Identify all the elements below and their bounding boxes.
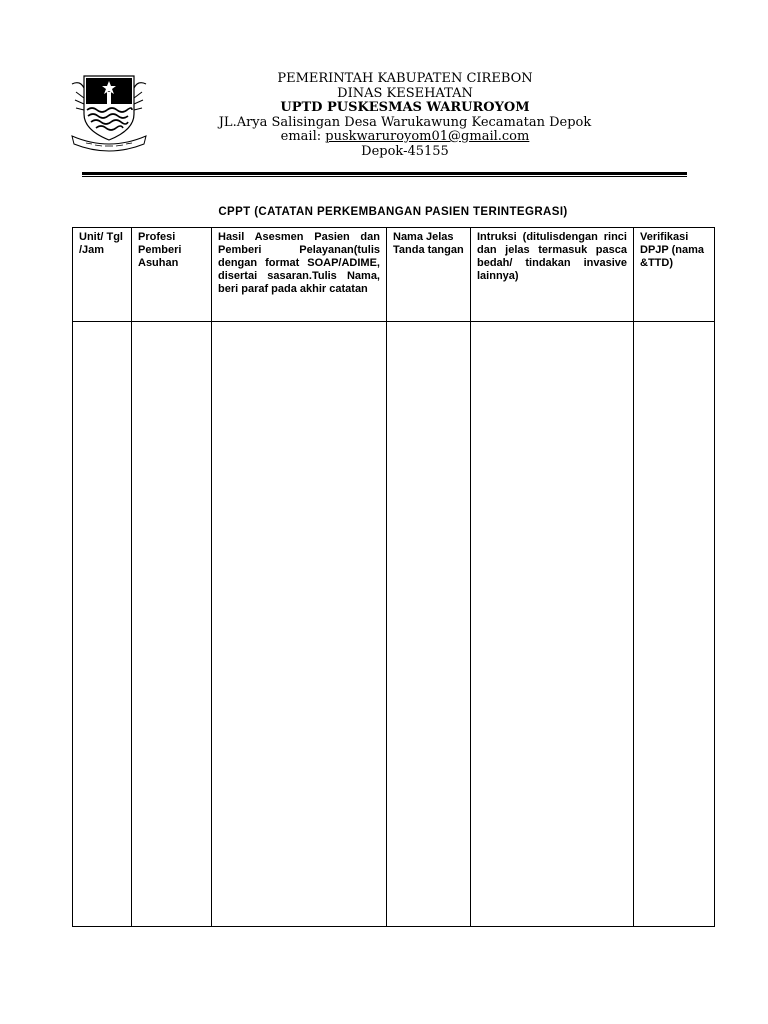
cell-assessment[interactable] — [212, 322, 387, 927]
cell-name-signature[interactable] — [387, 322, 471, 927]
letterhead-department: DINAS KESEHATAN — [337, 85, 473, 101]
column-header-name-signature: Nama Jelas Tanda tangan — [387, 228, 471, 322]
letterhead — [170, 72, 640, 159]
letterhead-address: JL.Arya Salisingan Desa Warukawung Kecamatan Depok — [218, 114, 592, 130]
column-header-unit-date-time: Unit/ Tgl /Jam — [73, 228, 132, 322]
email-label: email: — [280, 129, 326, 144]
cell-unit-date-time[interactable] — [73, 322, 132, 927]
kabupaten-cirebon-emblem-icon — [68, 70, 150, 152]
column-header-assessment: Hasil Asesmen Pasien dan Pemberi Pelayanan(tulis dengan format SOAP/ADIME, disertai sasaran.Tulis Nama, beri paraf pada akhir catatan — [212, 228, 387, 322]
cell-instruction[interactable] — [471, 322, 634, 927]
letterhead-city-postcode: Depok-45155 — [361, 143, 449, 159]
column-header-instruction: Intruksi (ditulisdengan rinci dan jelas termasuk pasca bedah/ tindakan invasive lainnya) — [471, 228, 634, 322]
letterhead-government: PEMERINTAH KABUPATEN CIREBON — [277, 71, 533, 86]
letterhead-divider — [82, 172, 687, 177]
table-row — [73, 322, 715, 927]
column-header-care-provider: Profesi Pemberi Asuhan — [132, 228, 212, 322]
email-link[interactable]: puskwaruroyom01@gmail.com — [325, 129, 530, 144]
cell-care-provider[interactable] — [132, 322, 212, 927]
table-header-row — [73, 228, 715, 322]
letterhead-institution: UPTD PUSKESMAS WARUROYOM — [280, 100, 530, 115]
letterhead-email — [170, 130, 640, 145]
cppt-table — [72, 227, 715, 927]
cell-dpjp-verification[interactable] — [634, 322, 715, 927]
form-title: CPPT (CATATAN PERKEMBANGAN PASIEN TERINTEGRASI) — [218, 206, 568, 218]
column-header-dpjp-verification: Verifikasi DPJP (nama &TTD) — [634, 228, 715, 322]
